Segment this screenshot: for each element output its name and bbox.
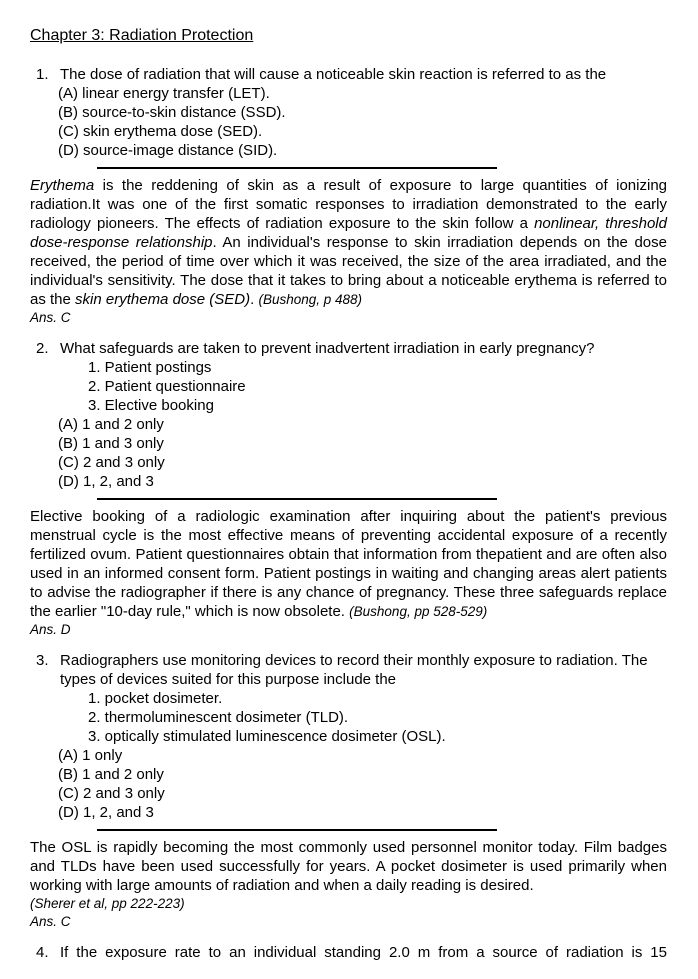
answer-option: (D) 1, 2, and 3 <box>58 473 154 490</box>
explanation-text <box>30 507 667 621</box>
answer-option: (B) source-to-skin distance (SSD). <box>58 104 286 121</box>
answer-option: (C) 2 and 3 only <box>58 785 165 802</box>
question-1-options <box>58 84 667 160</box>
answer-line: Ans. D <box>30 622 71 637</box>
question-2-list <box>88 358 667 415</box>
answer-option: (A) 1 only <box>58 747 123 764</box>
answer-option: (D) source-image distance (SID). <box>58 142 278 159</box>
list-item: 2. thermoluminescent dosimeter (TLD). <box>88 709 349 726</box>
question-number: 1. <box>36 66 49 83</box>
term-sed: skin erythema dose (SED) <box>75 291 251 308</box>
explanation-segment: . An individual's response to skin irradiation depends on the dose received, the period of time over which it was received, the size of the area irradiated, and the individual's sensitivity. The dose that it takes to bring about a noticeable erythema is referred to as the <box>30 234 667 308</box>
question-number: 2. <box>36 340 49 357</box>
list-item: 2. Patient questionnaire <box>88 378 246 395</box>
question-stem: If the exposure rate to an individual standing 2.0 m from a source of radiation is 15 <box>60 944 667 961</box>
answer-divider <box>97 829 497 831</box>
list-item: 3. optically stimulated luminescence dosimeter (OSL). <box>88 728 446 745</box>
question-number: 3. <box>36 652 49 669</box>
answer-option: (C) 2 and 3 only <box>58 454 165 471</box>
explanation-text <box>30 838 667 913</box>
question-3 <box>30 651 667 822</box>
explanation-segment: Elective booking of a radiologic examination after inquiring about the patient's previous menstrual cycle is the most effective means of preventing accidental exposure of a recently fertilized ovum. Patient questionnaires obtain that information from thepatient and are often also used in an informed consent form. Patient postings in waiting and changing areas alert patients to advise the radiographer if there is any chance of pregnancy. These three safeguards replace the earlier "10-day rule," which is now obsolete. <box>30 508 667 620</box>
question-3-options <box>58 746 667 822</box>
question-3-list <box>88 689 667 746</box>
answer-option: (B) 1 and 3 only <box>58 435 164 452</box>
answer-option: (C) skin erythema dose (SED). <box>58 123 263 140</box>
question-2-options <box>58 415 667 491</box>
question-1 <box>30 65 667 160</box>
question-4-stem-row <box>30 943 667 962</box>
answer-line: Ans. C <box>30 310 71 325</box>
question-3-stem-row <box>30 651 667 689</box>
question-2 <box>30 339 667 491</box>
answer-option: (B) 1 and 2 only <box>58 766 164 783</box>
explanation-segment: is the reddening of skin as a result of exposure to large quantities of ionizing radiation.It was one of the first somatic responses to irradiation demonstrated to the early radiology pioneers. The effects of radiation exposure to the skin follow a <box>30 177 667 232</box>
citation: (Bushong, p 488) <box>258 292 363 307</box>
question-1-stem-row <box>30 65 667 84</box>
citation: (Sherer et al, pp 222-223) <box>30 896 185 911</box>
question-stem: Radiographers use monitoring devices to record their monthly exposure to radiation. The types of devices suited for this purpose include the <box>60 652 648 688</box>
question-number: 4. <box>36 944 49 961</box>
list-item: 1. pocket dosimeter. <box>88 690 223 707</box>
term-dose-response: nonlinear, threshold dose-response relationship <box>30 215 667 251</box>
explanation-segment: The OSL is rapidly becoming the most commonly used personnel monitor today. Film badges and TLDs have been used successfully for years. A pocket dosimeter is used primarily when working with large amounts of radiation and when a daily reading is desired. <box>30 839 667 894</box>
answer-line: Ans. C <box>30 914 71 929</box>
explanation-text <box>30 176 667 309</box>
question-4 <box>30 943 667 962</box>
chapter-title: Chapter 3: Radiation Protection <box>30 27 254 44</box>
list-item: 3. Elective booking <box>88 397 214 414</box>
citation: (Bushong, pp 528-529) <box>349 604 488 619</box>
explanation-segment: . <box>250 291 259 308</box>
answer-divider <box>97 167 497 169</box>
list-item: 1. Patient postings <box>88 359 212 376</box>
term-erythema: Erythema <box>30 177 95 194</box>
answer-option: (D) 1, 2, and 3 <box>58 804 154 821</box>
answer-option: (A) linear energy transfer (LET). <box>58 85 270 102</box>
question-stem: What safeguards are taken to prevent inadvertent irradiation in early pregnancy? <box>60 340 595 357</box>
answer-divider <box>97 498 497 500</box>
answer-option: (A) 1 and 2 only <box>58 416 164 433</box>
question-stem: The dose of radiation that will cause a noticeable skin reaction is referred to as the <box>60 66 607 83</box>
question-2-stem-row <box>30 339 667 358</box>
